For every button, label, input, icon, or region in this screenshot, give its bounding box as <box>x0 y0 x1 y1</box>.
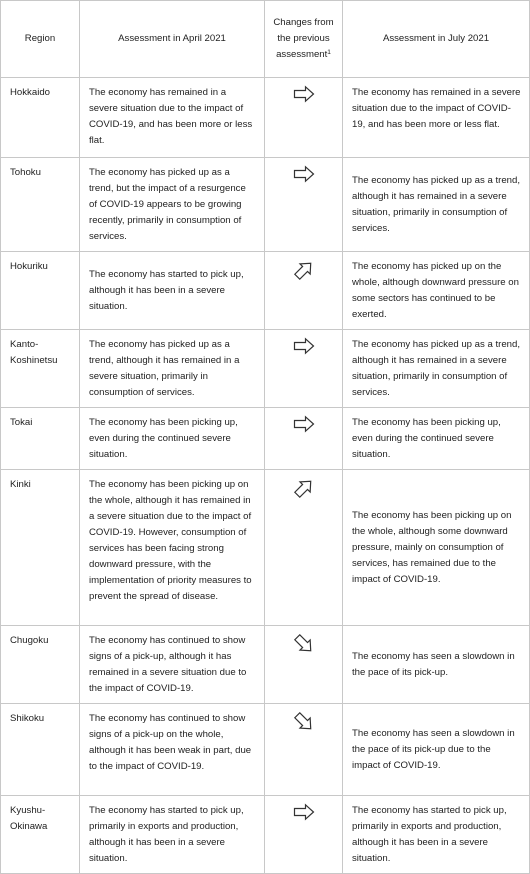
july-assessment-cell: The economy has picked up as a trend, although it has remained in a severe situation, primarily in consumption of services. <box>343 158 530 252</box>
april-assessment-cell: The economy has started to pick up, although it has been in a severe situation. <box>80 252 265 330</box>
header-july: Assessment in July 2021 <box>343 1 530 78</box>
table-row <box>1 158 530 252</box>
april-assessment-cell: The economy has picked up as a trend, but the impact of a resurgence of COVID-19 appears to be growing recently, primarily in consumption of services. <box>80 158 265 252</box>
table-row <box>1 626 530 704</box>
july-assessment-cell: The economy has started to pick up, primarily in exports and production, although it has been in a severe situation. <box>343 796 530 874</box>
july-assessment-cell: The economy has picked up on the whole, although downward pressure on some sectors has continued to be exerted. <box>343 252 530 330</box>
april-assessment-cell: The economy has continued to show signs of a pick-up on the whole, although it has been weak in part, due to the impact of COVID-19. <box>80 704 265 796</box>
region-cell: Tokai <box>1 408 80 470</box>
right-arrow-icon <box>293 813 315 824</box>
july-assessment-cell: The economy has seen a slowdown in the pace of its pick-up. <box>343 626 530 704</box>
april-assessment-cell: The economy has picked up as a trend, although it has remained in a severe situation, primarily in consumption of services. <box>80 330 265 408</box>
header-changes-label: Changes from the previous assessment <box>273 17 334 60</box>
right-arrow-icon <box>293 175 315 186</box>
change-cell <box>265 330 343 408</box>
right-arrow-icon <box>293 425 315 436</box>
region-cell: Kyushu-Okinawa <box>1 796 80 874</box>
change-cell <box>265 626 343 704</box>
up-right-arrow-icon <box>293 491 315 502</box>
region-cell: Tohoku <box>1 158 80 252</box>
april-assessment-cell: The economy has started to pick up, primarily in exports and production, although it has been in a severe situation. <box>80 796 265 874</box>
region-cell: Hokuriku <box>1 252 80 330</box>
table-row <box>1 470 530 626</box>
july-assessment-cell: The economy has picked up as a trend, although it has remained in a severe situation, primarily in consumption of services. <box>343 330 530 408</box>
down-right-arrow-icon <box>293 647 315 658</box>
july-assessment-cell: The economy has remained in a severe situation due to the impact of COVID-19, and has been more or less flat. <box>343 78 530 158</box>
table-row <box>1 78 530 158</box>
footnote-marker[interactable]: 1 <box>327 49 331 56</box>
table-row <box>1 704 530 796</box>
change-cell <box>265 252 343 330</box>
july-assessment-cell: The economy has been picking up, even during the continued severe situation. <box>343 408 530 470</box>
april-assessment-cell: The economy has remained in a severe situation due to the impact of COVID-19, and has been more or less flat. <box>80 78 265 158</box>
change-cell <box>265 78 343 158</box>
change-cell <box>265 408 343 470</box>
july-assessment-cell: The economy has been picking up on the whole, although some downward pressure, mainly on consumption of services, has remained due to the impact of COVID-19. <box>343 470 530 626</box>
table-row <box>1 330 530 408</box>
change-cell <box>265 158 343 252</box>
header-changes <box>265 1 343 78</box>
down-right-arrow-icon <box>293 725 315 736</box>
header-april: Assessment in April 2021 <box>80 1 265 78</box>
change-cell <box>265 470 343 626</box>
region-cell: Chugoku <box>1 626 80 704</box>
up-right-arrow-icon <box>293 273 315 284</box>
header-region: Region <box>1 1 80 78</box>
change-cell <box>265 704 343 796</box>
region-cell: Hokkaido <box>1 78 80 158</box>
region-cell: Kanto-Koshinetsu <box>1 330 80 408</box>
table-header-row <box>1 1 530 78</box>
table-row <box>1 252 530 330</box>
april-assessment-cell: The economy has been picking up, even during the continued severe situation. <box>80 408 265 470</box>
region-cell: Shikoku <box>1 704 80 796</box>
right-arrow-icon <box>293 347 315 358</box>
right-arrow-icon <box>293 95 315 106</box>
region-cell: Kinki <box>1 470 80 626</box>
table-row <box>1 408 530 470</box>
april-assessment-cell: The economy has continued to show signs of a pick-up, although it has remained in a severe situation due to the impact of COVID-19. <box>80 626 265 704</box>
july-assessment-cell: The economy has seen a slowdown in the pace of its pick-up due to the impact of COVID-19. <box>343 704 530 796</box>
april-assessment-cell: The economy has been picking up on the whole, although it has remained in a severe situation due to the impact of COVID-19. However, consumption of services has been facing strong downward pressure, with the implementation of priority measures to prevent the spread of disease. <box>80 470 265 626</box>
